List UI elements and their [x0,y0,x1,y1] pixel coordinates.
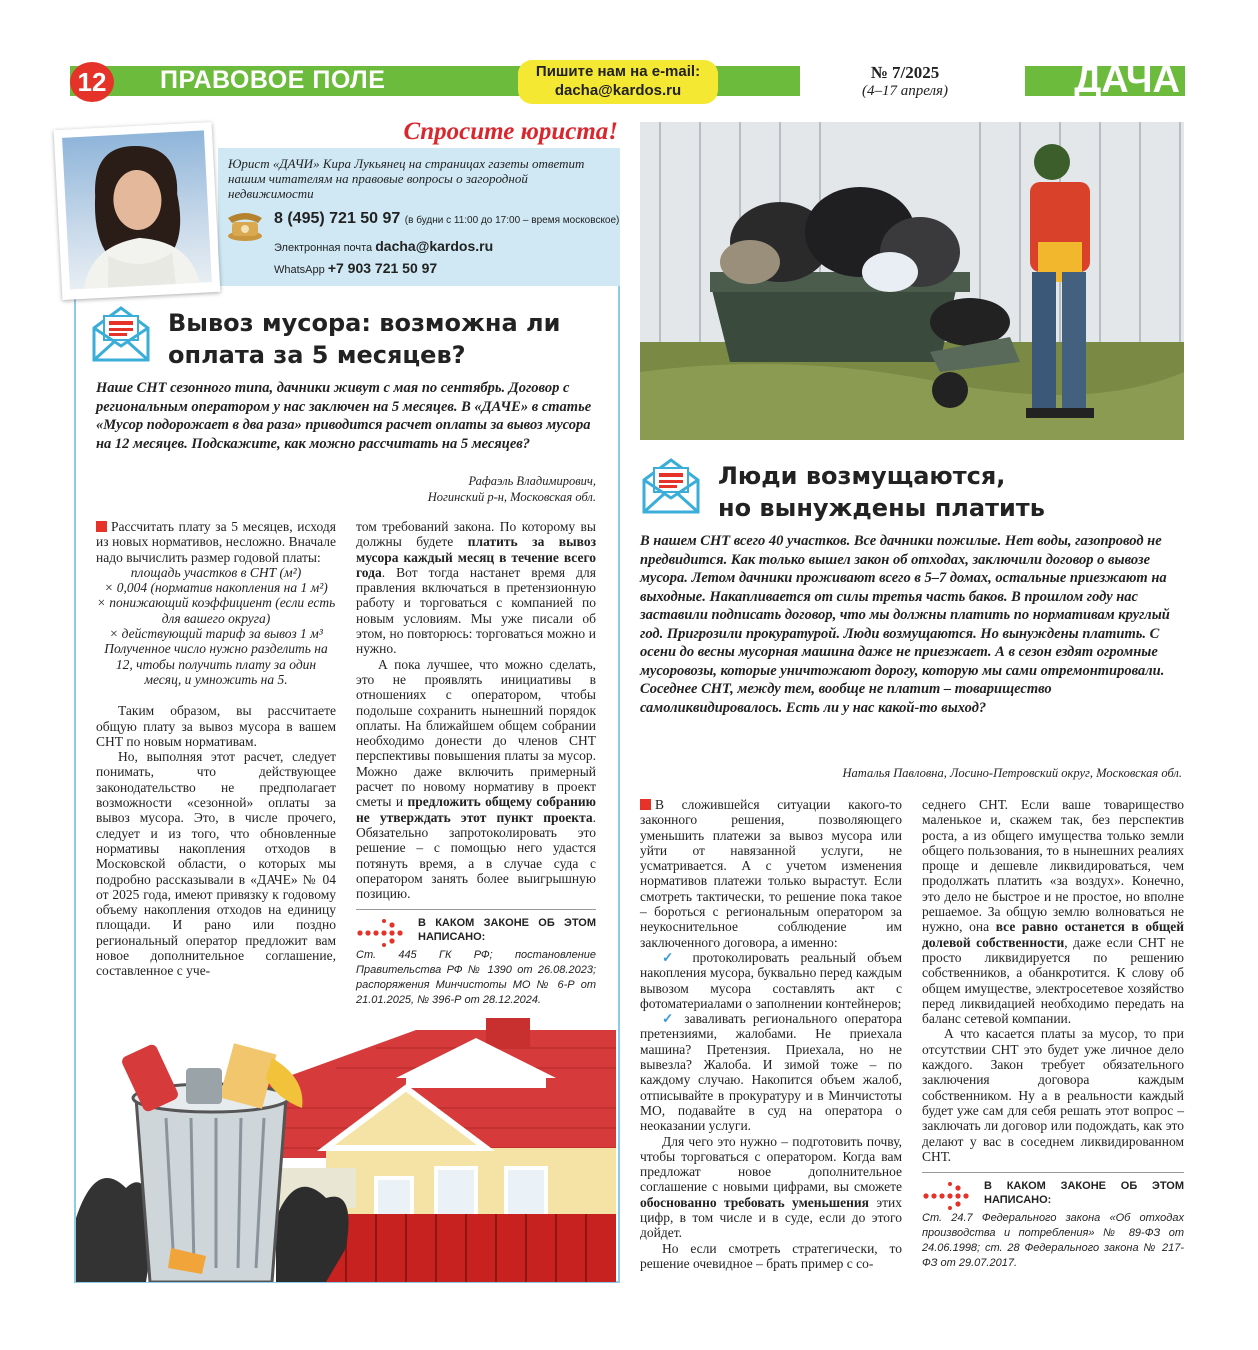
section-title: ПРАВОВОЕ ПОЛЕ [160,66,386,94]
issue-number: № 7/2025 [870,63,940,82]
garbage-container-photo [640,122,1184,440]
ask-lawyer-title: Спросите юриста! [403,118,618,145]
phone-number[interactable]: 8 (495) 721 50 97 [274,210,401,227]
text-run: . Вот тогда настанет время для правления включаться в претензионную работу и торговаться с компанией по новым условиям. Мы уже писали об этом, но повторюсь: торговаться можно и нужно. [356,564,596,657]
article1-title [168,307,608,371]
article1-title-line2: оплата за 5 месяцев? [168,341,466,369]
article2-bullet: заваливать регионального оператора претензиями, жалобами. Не приехала машина? Претензия. Приехала, но не вывезла? Жалоба. И зимой тоже – по каждому случаю. Накопится объем жалоб, отписывайте в прокуратуру и в Минчистоты МО, подавайте в суд на оператора о неоказании услуги. [640,1011,903,1134]
phone-icon [224,208,266,242]
text-run: том требований закона. По которому вы должны будете [356,519,596,550]
law-text: Ст. 445 ГК РФ; постановление Правительства РФ № 1390 от 26.08.2023; распоряжения Минчистоты МО № 6-Р от 21.01.2025, № 396-Р от 28.12.2024. [356,949,596,1007]
article2-title-line2: но вынуждены платить [718,494,1045,522]
text-run: этих цифр, в том числе и в суде, если до этого дойдет. [640,1194,903,1241]
article2-col2-p2: А что касается платы за мусор, то при отсутствии СНТ это будет уже личное дело каждого. Закон требует обязательного заключения договора каждым собственником. Ну а в реальности каждый будет уже сам для себя решать этот вопрос – заключать ли договор или подождать, как это делают у вас в соседнем ликвидированном СНТ. [922,1026,1184,1164]
text-run: Для чего это нужно – подготовить почву, чтобы торговаться с оператором. Когда вам предложат новое дополнительное соглашение с новыми цифрами, вы сможете [640,1133,902,1195]
article2-column1 [640,797,902,1271]
article2-bullet: протоколировать реальный объем накопления мусора, буквально перед каждым вывозом мусора составлять акт с фотоматериалами о заполнении контейнеров; [640,949,902,1011]
article1-law-box [356,909,596,1008]
lawyer-email-line [274,238,493,254]
text-run: седнего СНТ. Если ваше товарищество маленькое и, скажем так, без перспектив роста, а из общего имущества только земли общего пользования, то в нынешних реалиях проще и дешевле ликвидироваться, чем продолжать платить «за воздух». Конечно, это дело не быстрое и не простое, но вполне решаемое. За общую землю волноваться не нужно, она [922,797,1184,935]
article1-col1-p1: Рассчитать плату за 5 месяцев, исходя из новых нормативов, несложно. Вначале надо вычислить размер годовой платы: [96,519,336,565]
lawyer-photo [54,122,221,300]
article1-column2 [356,519,596,1008]
envelope-icon [640,458,702,514]
formula-line: × действующий тариф за вывоз 1 м³ [109,626,323,642]
article1-col1-p2: Таким образом, вы рассчитаете общую плату за вывоз мусора в вашем СНТ по новым нормативам. [96,703,336,749]
email-callout [518,60,718,104]
article2-signature: Наталья Павловна, Лосино-Петровский округ, Московская обл. [842,766,1182,780]
law-text: Ст. 24.7 Федерального закона «Об отходах производства и потребления» № 89-ФЗ от 24.06.1998; ст. 28 Федерального закона № 217-ФЗ от 29.07.2017. [922,1212,1184,1270]
whatsapp-number[interactable]: +7 903 721 50 97 [327,260,438,276]
lawyer-intro: Юрист «ДАЧИ» Кира Лукьянец на страницах газеты ответит нашим читателям на правовые вопросы о загородной недвижимости [228,156,585,201]
text-run: А пока лучшее, что можно сделать, это не проявлять инициативы в отношениях с оператором, чтобы подольше сохранить нынешний порядок оплаты. На ближайшем общем собрании необходимо донести до членов СНТ перспективы повышения платы за мусор. Можно даже включить примерный расчет по новому нормативу в проект сметы и [356,656,596,810]
article2-law-box [922,1172,1184,1271]
article1-column1 [96,519,336,979]
article2-title-line1: Люди возмущаются, [718,462,1006,490]
formula-line: × 0,004 (норматив накопления на 1 м²) [104,580,328,596]
email-prompt: Пишите нам на e-mail: [535,63,701,80]
formula-line: × понижающий коэффициент (если есть для вашего округа) [96,595,336,626]
article2-title [718,460,1178,524]
checkmark-icon: ✓ [662,949,682,965]
dots-arrow-icon [922,1181,974,1211]
law-heading: В КАКОМ ЗАКОНЕ ОБ ЭТОМ НАПИСАНО: [984,1180,1184,1207]
emphasis-text: все равно останется в общей долевой собственности [922,919,1184,950]
red-square-marker [640,799,651,810]
emphasis-text: предложить общему собранию не утверждать этот пункт проекта [356,794,596,825]
envelope-icon [90,306,152,362]
emphasis-text: обоснованно требовать уменьшения [640,1194,869,1210]
lawyer-phone[interactable] [274,210,619,228]
whatsapp-line [274,260,437,276]
trash-house-illustration [76,1018,616,1282]
dots-arrow-icon [356,918,408,948]
article1-title-line1: Вывоз мусора: возможна ли [168,309,561,337]
email-label: Электронная почта [274,242,373,254]
phone-hours: (в будни с 11:00 до 17:00 – время московское) [404,215,620,226]
article2-question: В нашем СНТ всего 40 участков. Все дачники пожилые. Нет воды, газопровод не предвидится. Как только вышел закон об отходах, заключили договор о вывозе мусора. Летом дачники проживают всего в 5–7 домах, остальные приезжают на выходные. Накапливается от силы третья часть баков. В прошлом году нас заставили подписать договор, что мы должны платить по нормативам круглый год. Пригрозили прокуратурой. Люди возмущаются. Но вынуждены платить. С осени до весны мусорная машина даже не приезжает. А в сезон ездят огромные мусоровозы, которые уничтожают дорогу, которую мы сами отремонтировали. Соседнее СНТ, между тем, вообще не платит – товарищество самоликвидировалось. Есть ли у нас какой-то выход? [640,533,1170,716]
formula-line: площадь участков в СНТ (м²) [130,564,302,580]
law-heading: В КАКОМ ЗАКОНЕ ОБ ЭТОМ НАПИСАНО: [418,917,596,944]
article1-col1-p3: Но, выполняя этот расчет, следует понимать, что действующее законодательство не предполагает возможности «сезонной» оплаты за вывоз мусора. Это, в числе прочего, следует и из того, что обновленные нормативы накопления отходов в Московской области, о которых мы подробно рассказывали в «ДАЧЕ» № 04 от 2025 года, имеют привязку к годовому объему накопления отходов на единицу площади. И рано или поздно региональный оператор предложит вам новое дополнительное соглашение, составленное с уче- [96,749,336,979]
article1-question: Наше СНТ сезонного типа, дачники живут с мая по сентябрь. Договор с региональным оператором у нас заключен на 5 месяцев. В «ДАЧЕ» в статье «Мусор подорожает в два раза» приводится расчет оплаты за вывоз мусора на 12 месяцев. Подскажите, как можно рассчитать на 5 месяцев? [96,380,592,452]
text-run: . Обязательно запротоколировать это решение – с помощью него удастся потянуть время, а в случае суда с оператором занять более выигрышную позицию. [356,809,596,902]
brand-logo: ДАЧА [1074,59,1180,101]
article1-signature [300,473,596,505]
issue-dates: (4–17 апреля) [861,83,949,99]
formula-line: Полученное число нужно разделить на 12, чтобы получить плату за один месяц, и умножить на 5. [104,641,328,687]
article2-column2 [922,797,1184,1271]
page-number: 12 [70,62,114,102]
red-square-marker [96,521,107,532]
text-run: , даже если СНТ не просто ликвидируется по решению собственников, а обанкротится. К слову об общем имуществе, электросетевое хозяйство перед ликвидацией необходимо передать на баланс сетевой компании. [922,934,1184,1027]
article2-col1-p3: Но если смотреть стратегически, то решение очевидное – брать пример с со- [640,1240,902,1271]
whatsapp-label: WhatsApp [274,264,325,276]
checkmark-icon: ✓ [662,1011,678,1027]
article1-author-place: Ногинский р-н, Московская обл. [427,490,596,504]
header-email[interactable]: dacha@kardos.ru [554,82,682,99]
lawyer-email[interactable]: dacha@kardos.ru [375,238,494,254]
article1-author: Рафаэль Владимирович, [468,474,596,488]
emphasis-text: платить за вывоз мусора каждый месяц в течение всего года [356,534,596,580]
issue-info [840,64,970,100]
article2-col1-p1: В сложившейся ситуации какого-то законного решения, позволяющего уменьшить платежи за вывоз мусора или уйти от навязанной услуги, не усматривается. А с учетом изменения нормативов платежи только вырастут. Если смотреть тактически, то решение пока такое – бороться с региональным оператором за неукоснительное соблюдение им заключенного договора, а именно: [640,797,902,950]
